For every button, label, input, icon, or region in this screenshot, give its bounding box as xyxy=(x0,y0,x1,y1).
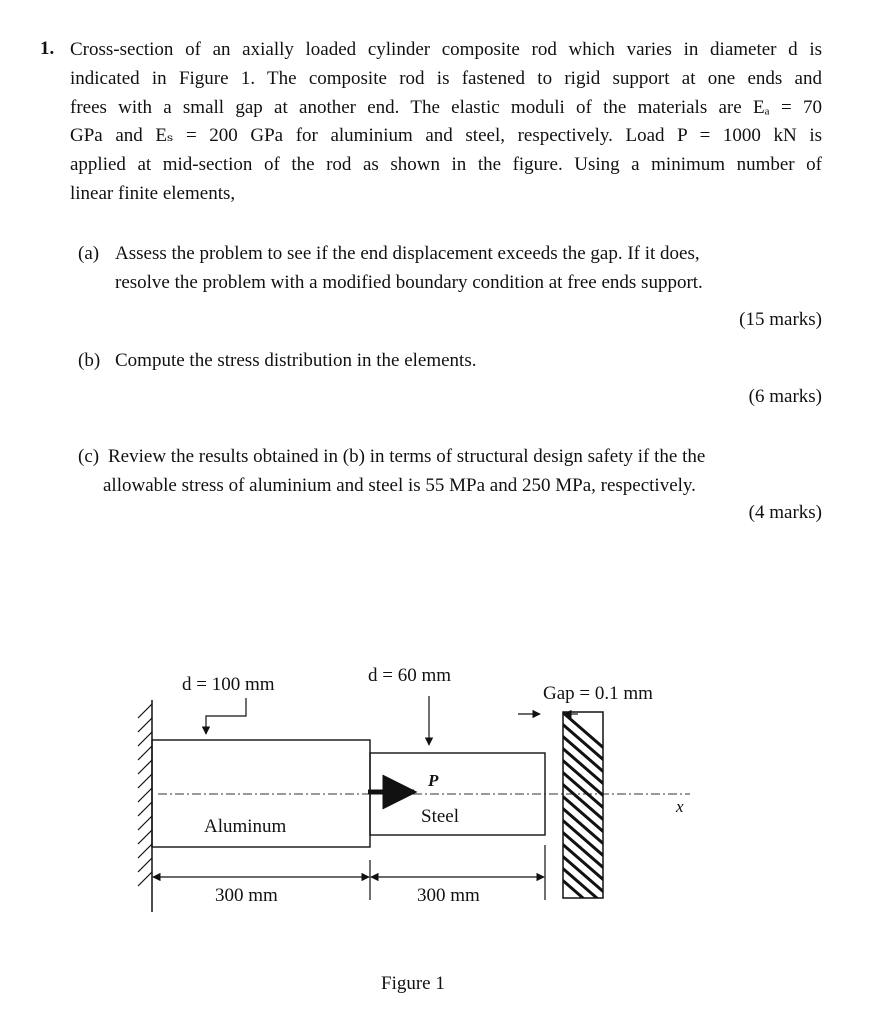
d100-label: d = 100 mm xyxy=(182,674,275,695)
dimension-lines xyxy=(153,845,545,900)
part-c-label: (c) xyxy=(78,446,100,467)
part-c-line: allowable stress of aluminium and steel is 55 MPa and 250 MPa, respectively. xyxy=(103,475,696,496)
aluminum-label: Aluminum xyxy=(204,816,287,837)
question-line: frees with a small gap at another end. The elastic moduli of the materials are Eₐ = 70 xyxy=(70,96,822,118)
part-b-marks: (6 marks) xyxy=(748,386,822,407)
part-b-text: Compute the stress distribution in the elements. xyxy=(115,350,477,371)
part-a-marks: (15 marks) xyxy=(739,309,822,330)
question-line: linear finite elements, xyxy=(70,182,236,204)
part-b-label: (b) xyxy=(78,350,101,371)
load-p-label: P xyxy=(428,771,439,790)
x-axis-label: x xyxy=(676,797,684,816)
left-fixed-support xyxy=(138,700,152,912)
steel-label: Steel xyxy=(421,806,459,827)
part-c-line: Review the results obtained in (b) in terms of structural design safety if the the xyxy=(108,446,706,467)
d60-label: d = 60 mm xyxy=(368,665,452,686)
part-c-marks: (4 marks) xyxy=(748,502,822,523)
figure-caption: Figure 1 xyxy=(381,973,445,994)
question-line: Cross-section of an axially loaded cylinder composite rod which varies in diameter d is xyxy=(70,39,822,60)
part-a-line: Assess the problem to see if the end displacement exceeds the gap. If it does, xyxy=(115,243,700,264)
question-line: applied at mid-section of the rod as shown in the figure. Using a minimum number of xyxy=(70,154,822,176)
question-line: GPa and Eₛ = 200 GPa for aluminium and steel, respectively. Load P = 1000 kN is xyxy=(70,125,822,147)
gap-label: Gap = 0.1 mm xyxy=(543,683,653,704)
d100-leader xyxy=(206,698,246,734)
question-number: 1. xyxy=(40,38,55,59)
length-right-label: 300 mm xyxy=(417,885,480,906)
part-a-label: (a) xyxy=(78,243,100,264)
question-line: indicated in Figure 1. The composite rod is fastened to rigid support at one ends and xyxy=(70,67,822,89)
length-left-label: 300 mm xyxy=(215,885,278,906)
part-a-line: resolve the problem with a modified boundary condition at free ends support. xyxy=(115,271,703,293)
right-rigid-wall xyxy=(553,704,613,924)
